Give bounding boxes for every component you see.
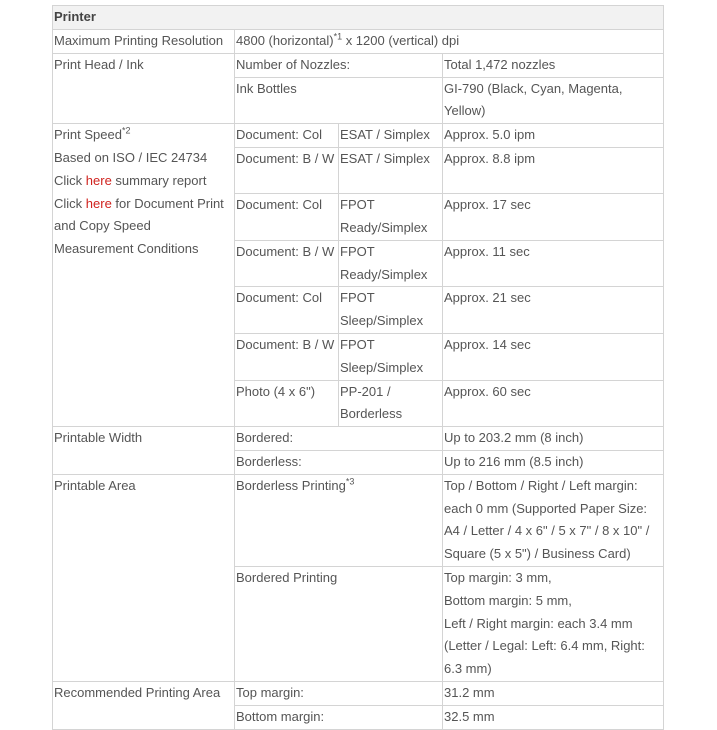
max-res-value: 4800 (horizontal)$^{*1}$ x 1200 (vertical) dpi [235,29,664,53]
speed-value: Approx. 21 sec [443,287,664,334]
nozzles-label: Number of Nozzles: [235,53,443,77]
max-res-label: Maximum Printing Resolution [53,29,235,53]
speed-mode: FPOT Ready/Simplex [339,240,443,287]
speed-value: Approx. 60 sec [443,380,664,427]
recommended-area-label: Recommended Printing Area [53,681,235,729]
printer-spec-table [52,5,664,730]
speed-doc: Document: Col [235,194,339,241]
bottom-margin-value: 32.5 mm [443,705,664,729]
speed-value: Approx. 14 sec [443,333,664,380]
bordered-printing-value: Top margin: 3 mm, Bottom margin: 5 mm, Left / Right margin: each 3.4 mm (Letter / Legal: Left: 6.4 mm, Right: 6.3 mm) [443,566,664,681]
top-margin-label: Top margin: [235,681,443,705]
speed-doc: Photo (4 x 6") [235,380,339,427]
nozzles-value: Total 1,472 nozzles [443,53,664,77]
speed-value: Approx. 17 sec [443,194,664,241]
speed-mode: FPOT Ready/Simplex [339,194,443,241]
speed-mode: ESAT / Simplex [339,124,443,148]
speed-doc: Document: B / W [235,148,339,194]
speed-mode: FPOT Sleep/Simplex [339,333,443,380]
printable-area-label: Printable Area [53,474,235,681]
speed-doc: Document: B / W [235,240,339,287]
section-title: Printer [53,6,664,30]
measurement-conditions-link[interactable]: here [85,195,112,211]
speed-value: Approx. 5.0 ipm [443,124,664,148]
ink-label: Ink Bottles [235,77,443,124]
speed-doc: Document: Col [235,287,339,334]
printable-width-label: Printable Width [53,427,235,475]
borderless-value: Up to 216 mm (8.5 inch) [443,450,664,474]
ink-value: GI-790 (Black, Cyan, Magenta, Yellow) [443,77,664,124]
borderless-label: Borderless: [235,450,443,474]
bordered-value: Up to 203.2 mm (8 inch) [443,427,664,451]
bordered-label: Bordered: [235,427,443,451]
bottom-margin-label: Bottom margin: [235,705,443,729]
top-margin-value: 31.2 mm [443,681,664,705]
summary-report-link[interactable]: here [85,172,112,188]
speed-mode: PP-201 / Borderless [339,380,443,427]
speed-value: Approx. 11 sec [443,240,664,287]
speed-doc: Document: B / W [235,333,339,380]
borderless-printing-label: Borderless Printing$^{*3}$ [235,474,443,566]
print-head-label: Print Head / Ink [53,53,235,123]
speed-value: Approx. 8.8 ipm [443,148,664,194]
speed-mode: ESAT / Simplex [339,148,443,194]
bordered-printing-label: Bordered Printing [235,566,443,681]
speed-mode: FPOT Sleep/Simplex [339,287,443,334]
borderless-printing-value: Top / Bottom / Right / Left margin: each 0 mm (Supported Paper Size: A4 / Letter / 4 x 6" / 5 x 7" / 8 x 10" / Square (5 x 5") / Business Card) [443,474,664,566]
speed-doc: Document: Col [235,124,339,148]
print-speed-label: Print Speed$^{*2}$ Based on ISO / IEC 24734 Click here summary report Click here for Document Print and Copy Speed Measurement Conditions [53,124,235,427]
